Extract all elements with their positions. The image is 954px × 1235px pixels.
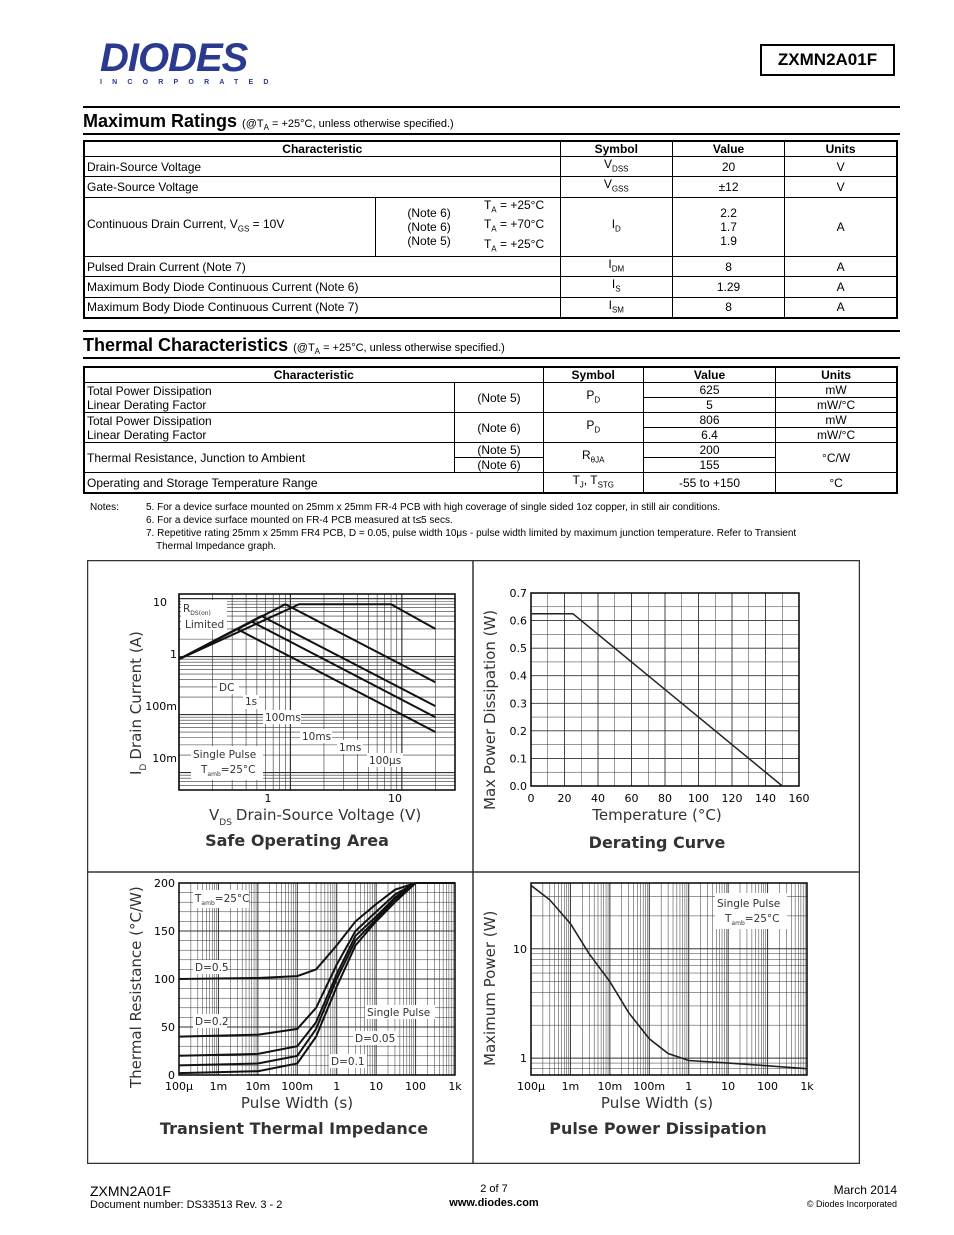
- chart-title: Transient Thermal Impedance: [159, 1119, 429, 1138]
- row-characteristic: Drain-Source Voltage: [84, 157, 560, 177]
- row-value: 8: [672, 297, 784, 318]
- y-axis-label: Thermal Resistance (°C/W): [127, 886, 145, 1088]
- x-tick-label: 160: [788, 792, 810, 805]
- x-tick-label: 100: [757, 1080, 779, 1093]
- y-tick-label: 1: [520, 1052, 527, 1066]
- table-row: [84, 197, 897, 256]
- row-unit: mW/°C: [776, 398, 897, 413]
- single-pulse-annotation: Single Pulse: [193, 749, 257, 761]
- row-characteristic: Pulsed Drain Current (Note 7): [84, 256, 560, 276]
- row-value: 8: [672, 256, 784, 276]
- table-row: [84, 297, 897, 318]
- thermal-title: Thermal Characteristics: [83, 335, 289, 355]
- x-axis-label: Pulse Width (s): [600, 1094, 714, 1112]
- row-note: (Note 6): [455, 458, 543, 473]
- x-tick-label: 1: [264, 792, 272, 805]
- row-value: 6.4: [643, 428, 775, 443]
- note-6: 6. For a device surface mounted on FR-4 PCB measured at t≤5 secs.: [146, 515, 453, 526]
- row-value: 200: [643, 443, 775, 458]
- x-tick-label: 1: [333, 1080, 341, 1093]
- row-symbol: $V_{DSS}$: [560, 157, 672, 177]
- note-7-cont: Thermal Impedance graph.: [156, 541, 277, 552]
- row-symbol: $I_D$: [560, 197, 672, 256]
- max-ratings-title: Maximum Ratings: [83, 111, 238, 131]
- note-7: 7. Repetitive rating 25mm x 25mm FR4 PCB, D = 0.05, pulse width 10μs - pulse width limited by maximum junction temperature. Refer to Transient: [146, 528, 797, 539]
- part-number-box: ZXMN2A01F: [760, 44, 895, 76]
- y-tick-label: 150: [154, 925, 175, 938]
- row-note: (Note 5): [455, 383, 543, 413]
- x-tick-label: 100m: [281, 1080, 314, 1093]
- y-tick-label: 0.0: [509, 780, 527, 793]
- footer-copyright: © Diodes Incorporated: [806, 1199, 897, 1209]
- x-tick-label: 10: [721, 1080, 736, 1093]
- notes-list: [146, 501, 886, 553]
- y-tick-label: 0.1: [509, 752, 527, 766]
- x-tick-label: 120: [721, 792, 743, 805]
- y-tick-label: 10m: [152, 752, 177, 765]
- y-tick-label: 100: [154, 973, 175, 986]
- row-symbol: $R_{\theta JA}$: [543, 443, 643, 473]
- header-characteristic: Characteristic: [84, 141, 560, 157]
- table-row: [84, 177, 897, 197]
- notes-label: Notes:: [90, 502, 119, 513]
- row-value: 20: [672, 157, 784, 177]
- table-header-row: [84, 367, 897, 383]
- x-tick-label: 60: [624, 792, 639, 805]
- row-symbol: $I_S$: [560, 277, 672, 297]
- row-characteristic: Operating and Storage Temperature Range: [84, 473, 543, 494]
- row-unit: V: [785, 157, 897, 177]
- row-unit: °C: [776, 473, 897, 494]
- y-tick-label: 0.7: [509, 587, 527, 600]
- row-value: 155: [643, 458, 775, 473]
- table-row: [84, 413, 897, 428]
- single-pulse-annotation: Single Pulse: [717, 898, 781, 910]
- d05-annotation: D=0.5: [195, 962, 229, 974]
- x-tick-label: 1k: [448, 1080, 462, 1093]
- row-unit: A: [785, 197, 897, 256]
- d02-annotation: D=0.2: [195, 1016, 229, 1028]
- chart-title: Pulse Power Dissipation: [549, 1119, 767, 1138]
- header-value: Value: [643, 367, 775, 383]
- x-tick-label: 10m: [597, 1080, 623, 1093]
- x-tick-label: 100: [405, 1080, 427, 1093]
- row-value: 2.2 1.7 1.9: [672, 197, 784, 256]
- 100us-annotation: 100μs: [369, 755, 402, 767]
- x-tick-label: 0: [527, 792, 535, 805]
- max-ratings-heading: [83, 111, 454, 132]
- x-tick-label: 100μ: [517, 1080, 545, 1093]
- y-tick-label: 1: [170, 648, 177, 661]
- footer-date: March 2014: [833, 1183, 897, 1197]
- tamb-annotation: $T_{amb}=25^\circ C$: [201, 764, 256, 778]
- y-tick-label: 0.6: [509, 614, 527, 628]
- row-symbol: $I_{DM}$: [560, 256, 672, 276]
- section-rule-bottom: [83, 133, 900, 135]
- logo-wordmark: DIODES: [100, 36, 248, 80]
- row-value: 5: [643, 398, 775, 413]
- x-tick-label: 10m: [245, 1080, 271, 1093]
- x-tick-label: 1m: [561, 1080, 580, 1093]
- x-tick-label: 80: [658, 792, 672, 805]
- table-row: [84, 473, 897, 494]
- company-logo: [100, 36, 279, 86]
- table-row: [84, 277, 897, 297]
- row-notes: (Note 6) (Note 6) (Note 5): [376, 197, 482, 256]
- tamb-annotation: $T_{amb}=25^\circ C$: [725, 913, 780, 927]
- row-unit: V: [785, 177, 897, 197]
- y-tick-label: 0.2: [509, 724, 527, 738]
- table-row: [84, 383, 897, 398]
- y-tick-label: 10: [153, 596, 167, 609]
- y-tick-label: 0.3: [509, 697, 527, 711]
- x-tick-label: 140: [755, 792, 776, 805]
- row-characteristic: Total Power Dissipation Linear Derating Factor: [84, 413, 455, 443]
- header-units: Units: [785, 141, 897, 157]
- charts-panel: [87, 560, 860, 1164]
- x-tick-label: 20: [557, 792, 572, 805]
- row-conditions: $T_A = +25^\circ C$ $T_A = +70^\circ C$ $T_A = +25^\circ C$: [482, 197, 560, 256]
- x-tick-label: 10: [369, 1080, 384, 1093]
- thermal-table: [83, 366, 898, 494]
- x-axis-label: Temperature (°C): [592, 806, 722, 824]
- section-rule-top: [83, 106, 900, 108]
- 1ms-annotation: 1ms: [339, 742, 362, 754]
- table-row: [84, 443, 897, 458]
- header-units: Units: [776, 367, 897, 383]
- row-symbol: $T_J$, $T_{STG}$: [543, 473, 643, 494]
- thermal-condition: ($@T_A = +25^\circ C$, unless otherwise specified.): [293, 342, 505, 357]
- thermal-heading: [83, 335, 505, 356]
- row-value: ±12: [672, 177, 784, 197]
- row-unit: A: [785, 256, 897, 276]
- x-tick-label: 1m: [209, 1080, 228, 1093]
- footer-part: ZXMN2A01F: [90, 1183, 171, 1199]
- y-tick-label: 0.4: [509, 669, 527, 683]
- max-ratings-condition: ($@T_A = +25^\circ C$, unless otherwise specified.): [242, 118, 454, 133]
- x-axis-label: Pulse Width (s): [240, 1094, 354, 1112]
- row-value: 806: [643, 413, 775, 428]
- d005-annotation: D=0.05: [355, 1033, 396, 1045]
- y-tick-label: 50: [161, 1021, 175, 1034]
- row-unit: mW: [776, 413, 897, 428]
- note-5: 5. For a device surface mounted on 25mm x 25mm FR-4 PCB with high coverage of single sided 1oz copper, in still air conditions.: [146, 502, 721, 513]
- y-axis-label: Max Power Dissipation (W): [481, 609, 499, 810]
- derating-chart: [481, 587, 810, 852]
- row-symbol: $I_{SM}$: [560, 297, 672, 318]
- derating-line: [531, 614, 782, 786]
- 100ms-annotation: 100ms: [265, 712, 301, 724]
- row-value: -55 to +150: [643, 473, 775, 494]
- section-rule-bottom: [83, 357, 900, 359]
- row-value: 625: [643, 383, 775, 398]
- footer-website[interactable]: www.diodes.com: [449, 1197, 539, 1209]
- x-tick-label: 100: [688, 792, 709, 805]
- y-axis-label: Maximum Power (W): [481, 910, 499, 1066]
- row-characteristic: Maximum Body Diode Continuous Current (Note 6): [84, 277, 560, 297]
- chart-title: Derating Curve: [588, 833, 726, 852]
- table-row: [84, 157, 897, 177]
- soa-chart: [127, 594, 455, 850]
- row-note: (Note 6): [455, 413, 543, 443]
- row-characteristic: Total Power Dissipation Linear Derating Factor: [84, 383, 455, 413]
- dc-annotation: DC: [219, 682, 235, 694]
- y-tick-label: 10: [513, 942, 527, 956]
- transient-chart: [127, 877, 462, 1138]
- logo-subtitle: INCORPORATED: [100, 79, 279, 86]
- x-tick-label: 1k: [800, 1080, 814, 1093]
- x-tick-label: 100m: [633, 1080, 666, 1093]
- header-symbol: Symbol: [543, 367, 643, 383]
- max-ratings-table: [83, 140, 898, 319]
- header-characteristic: Characteristic: [84, 367, 543, 383]
- y-tick-label: 0: [168, 1069, 175, 1082]
- pulse-power-chart: [481, 883, 814, 1138]
- 10ms-annotation: 10ms: [302, 731, 332, 743]
- row-characteristic: Maximum Body Diode Continuous Current (Note 7): [84, 297, 560, 318]
- header-symbol: Symbol: [560, 141, 672, 157]
- x-tick-label: 40: [591, 792, 605, 805]
- chart-title: Safe Operating Area: [205, 831, 389, 850]
- row-unit: °C/W: [776, 443, 897, 473]
- header-value: Value: [672, 141, 784, 157]
- rds-annotation: $R_{DS(on)}$: [183, 603, 211, 617]
- y-axis-label: $I_DDrain$ Current (A): [127, 631, 149, 775]
- y-tick-label: 100m: [145, 700, 177, 713]
- row-unit: mW/°C: [776, 428, 897, 443]
- x-tick-label: 100μ: [165, 1080, 193, 1093]
- tamb-annotation: $T_{amb}=25^\circ C$: [195, 893, 250, 907]
- d01-annotation: D=0.1: [331, 1056, 365, 1068]
- row-characteristic: Continuous Drain Current, $V_{GS} = 10V$: [84, 197, 376, 256]
- row-symbol: $P_D$: [543, 383, 643, 413]
- row-characteristic: Gate-Source Voltage: [84, 177, 560, 197]
- row-unit: A: [785, 297, 897, 318]
- y-tick-label: 200: [154, 877, 175, 890]
- row-unit: mW: [776, 383, 897, 398]
- row-unit: A: [785, 277, 897, 297]
- section-rule-top: [83, 330, 900, 332]
- single-pulse-annotation: Single Pulse: [367, 1007, 431, 1019]
- table-row: [84, 256, 897, 276]
- x-axis-label: $V_{DS}$ Drain-Source Voltage (V): [209, 806, 422, 828]
- row-note: (Note 5): [455, 443, 543, 458]
- row-characteristic: Thermal Resistance, Junction to Ambient: [84, 443, 455, 473]
- row-value: 1.29: [672, 277, 784, 297]
- row-symbol: $V_{GSS}$: [560, 177, 672, 197]
- row-symbol: $P_D$: [543, 413, 643, 443]
- limited-annotation: Limited: [185, 619, 225, 631]
- x-tick-label: 10: [388, 792, 402, 805]
- table-header-row: [84, 141, 897, 157]
- footer-docnum: Document number: DS33513 Rev. 3 - 2: [90, 1199, 283, 1211]
- 1s-annotation: 1s: [245, 696, 258, 708]
- footer-page: 2 of 7: [480, 1183, 508, 1195]
- x-tick-label: 1: [685, 1080, 693, 1093]
- y-tick-label: 0.5: [509, 642, 527, 656]
